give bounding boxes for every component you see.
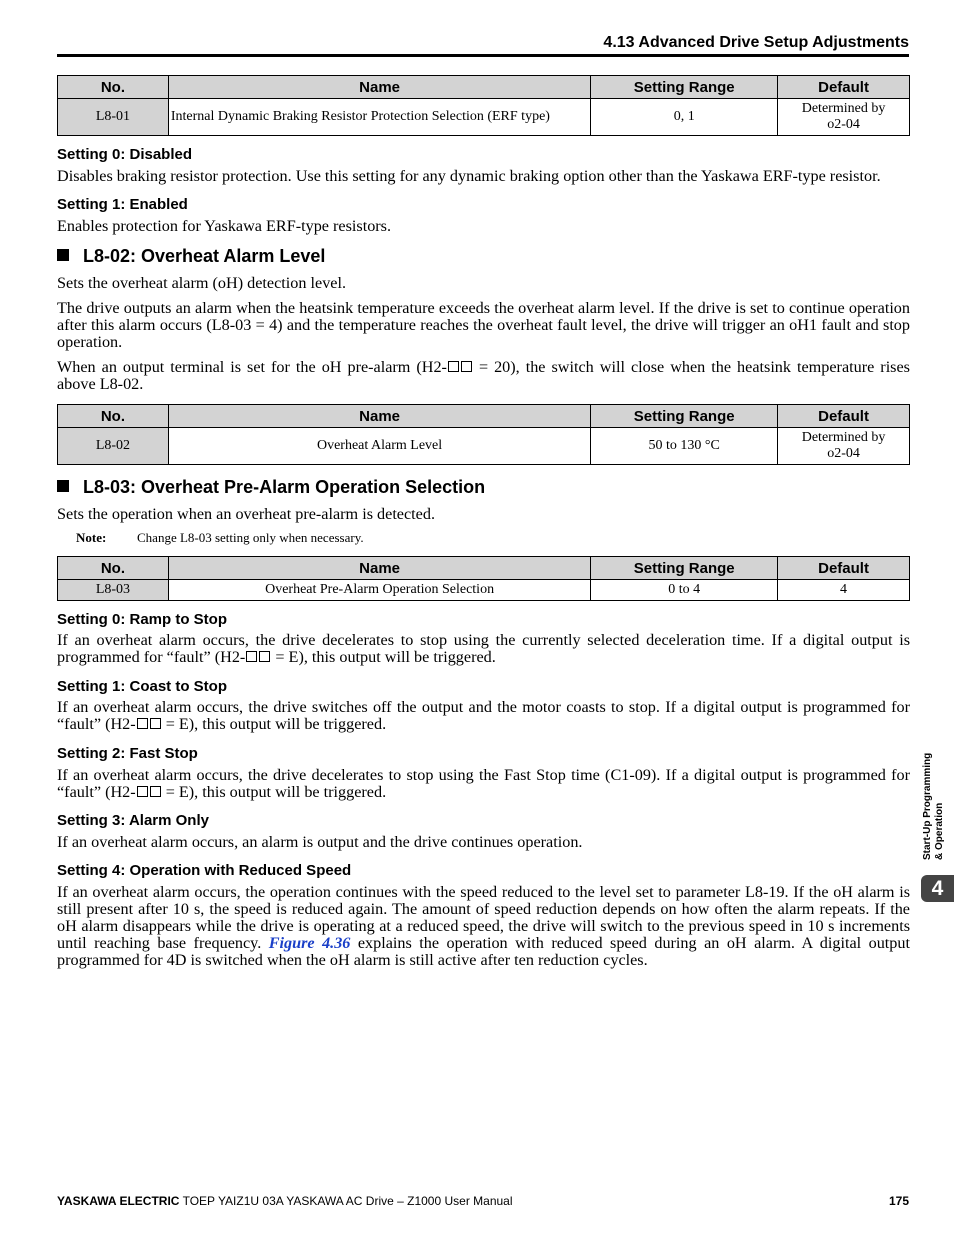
- note: [76, 530, 364, 546]
- page-footer: [57, 1194, 909, 1208]
- setting0-heading: Setting 0: Disabled: [57, 146, 193, 163]
- s0-text: [57, 632, 910, 666]
- s4-part-a: If an overheat alarm occurs, the operation continues with the speed reduced to the level set to parameter L8-19. If the oH alarm is still present after 10 s, the speed is reduced again. The amount of speed reduction depends on how often the alarm repeats. If the oH alarm disappears while the drive is operating at a reduced speed, the drive will switch to the previous speed in 10 s increments until reaching base frequency.: [57, 883, 910, 952]
- s1-text: [57, 699, 910, 733]
- cell-default: [778, 428, 910, 465]
- s1-part-b: = E), this output will be triggered.: [161, 715, 387, 733]
- l802-p1: Sets the overheat alarm (oH) detection level.: [57, 274, 347, 292]
- placeholder-box-icon: [150, 718, 161, 729]
- chapter-tab[interactable]: 4: [921, 875, 954, 902]
- s2-text: [57, 767, 910, 801]
- page-number: 175: [888, 1194, 909, 1208]
- footer-doc: TOEP YAIZ1U 03A YASKAWA AC Drive – Z1000 User Manual: [179, 1194, 513, 1208]
- col-default: Default: [778, 76, 910, 99]
- default-line1: Determined by: [801, 101, 886, 116]
- placeholder-box-icon: [259, 651, 270, 662]
- s4-part-b: explains the operation with reduced speed during an oH alarm. A digital output programmed for 4D is switched when the oH alarm is still active after ten reduction cycles.: [57, 934, 910, 969]
- s2-part-b: = E), this output will be triggered.: [161, 783, 387, 801]
- placeholder-box-icon: [137, 786, 148, 797]
- col-name: Name: [168, 557, 590, 580]
- s0-heading: Setting 0: Ramp to Stop: [57, 611, 227, 628]
- cell-range: 0 to 4: [591, 580, 778, 601]
- col-default: Default: [778, 557, 910, 580]
- cell-default: [778, 99, 910, 136]
- col-no: No.: [58, 76, 169, 99]
- p3-part-b: = 20), the switch will close when the heatsink temperature rises above L8-02.: [57, 358, 910, 393]
- setting1-text: Enables protection for Yaskawa ERF-type resistors.: [57, 217, 392, 235]
- col-no: No.: [58, 405, 169, 428]
- s4-text: [57, 884, 910, 969]
- footer-brand: YASKAWA ELECTRIC: [57, 1194, 180, 1208]
- s0-part-b: = E), this output will be triggered.: [271, 648, 496, 666]
- header-rule: [57, 54, 909, 57]
- cell-name: Overheat Alarm Level: [168, 428, 590, 465]
- l802-p3: [57, 359, 910, 393]
- default-line2: o2-04: [827, 117, 860, 132]
- setting0-text: Disables braking resistor protection. Use this setting for any dynamic braking option other than the Yaskawa ERF-type resistor.: [57, 167, 881, 185]
- cell-range: 50 to 130 °C: [591, 428, 778, 465]
- side-line1: Start-Up Programming: [922, 752, 933, 860]
- col-range: Setting Range: [591, 76, 778, 99]
- cell-name: Overheat Pre-Alarm Operation Selection: [168, 580, 590, 601]
- s2-part-a: If an overheat alarm occurs, the drive decelerates to stop using the Fast Stop time (C1-09). If a digital output is programmed for “fault” (H2-: [57, 766, 910, 801]
- section-heading-l8-02: [57, 246, 325, 267]
- cell-range: 0, 1: [591, 99, 778, 136]
- placeholder-box-icon: [150, 786, 161, 797]
- col-no: No.: [58, 557, 169, 580]
- default-line1: Determined by: [801, 430, 886, 445]
- section-title: L8-02: Overheat Alarm Level: [83, 246, 326, 266]
- bullet-square-icon: [57, 249, 69, 261]
- col-default: Default: [778, 405, 910, 428]
- col-range: Setting Range: [591, 557, 778, 580]
- cell-no: L8-01: [58, 99, 169, 136]
- placeholder-box-icon: [448, 361, 459, 372]
- side-chapter-label: [922, 753, 946, 860]
- s3-text: If an overheat alarm occurs, an alarm is output and the drive continues operation.: [57, 833, 583, 851]
- col-name: Name: [168, 405, 590, 428]
- p3-part-a: When an output terminal is set for the oH pre-alarm (H2-: [57, 358, 447, 376]
- s3-heading: Setting 3: Alarm Only: [57, 812, 209, 829]
- s1-heading: Setting 1: Coast to Stop: [57, 678, 227, 695]
- figure-link[interactable]: Figure 4.36: [268, 934, 351, 952]
- l803-p1: Sets the operation when an overheat pre-alarm is detected.: [57, 505, 436, 523]
- placeholder-box-icon: [137, 718, 148, 729]
- note-label: Note:: [76, 530, 107, 545]
- section-title: L8-03: Overheat Pre-Alarm Operation Selection: [83, 477, 486, 497]
- parameter-table-l8-02: [57, 404, 910, 465]
- page-header-title: 4.13 Advanced Drive Setup Adjustments: [603, 34, 909, 51]
- cell-no: L8-02: [58, 428, 169, 465]
- s2-heading: Setting 2: Fast Stop: [57, 745, 198, 762]
- s4-heading: Setting 4: Operation with Reduced Speed: [57, 862, 352, 879]
- parameter-table-l8-03: [57, 556, 910, 601]
- s0-part-a: If an overheat alarm occurs, the drive decelerates to stop using the currently selected deceleration time. If a digital output is programmed for “fault” (H2-: [57, 631, 910, 666]
- parameter-table-l8-01: [57, 75, 910, 136]
- placeholder-box-icon: [246, 651, 257, 662]
- default-line2: o2-04: [827, 446, 860, 461]
- section-heading-l8-03: [57, 477, 485, 498]
- placeholder-box-icon: [461, 361, 472, 372]
- cell-no: L8-03: [58, 580, 169, 601]
- cell-name: Internal Dynamic Braking Resistor Protection Selection (ERF type): [168, 99, 590, 136]
- col-name: Name: [168, 76, 590, 99]
- col-range: Setting Range: [591, 405, 778, 428]
- side-line2: & Operation: [934, 802, 945, 860]
- cell-default: 4: [778, 580, 910, 601]
- note-text: Change L8-03 setting only when necessary.: [137, 530, 364, 545]
- l802-p2: The drive outputs an alarm when the heatsink temperature exceeds the overheat alarm level. If the drive is set to continue operation after this alarm occurs (L8-03 = 4) and the temperature reaches the overheat fault level, the drive will trigger an oH1 fault and stop operation.: [57, 299, 910, 351]
- bullet-square-icon: [57, 480, 69, 492]
- setting1-heading: Setting 1: Enabled: [57, 196, 188, 213]
- s1-part-a: If an overheat alarm occurs, the drive switches off the output and the motor coasts to stop. If a digital output is programmed for “fault” (H2-: [57, 698, 910, 733]
